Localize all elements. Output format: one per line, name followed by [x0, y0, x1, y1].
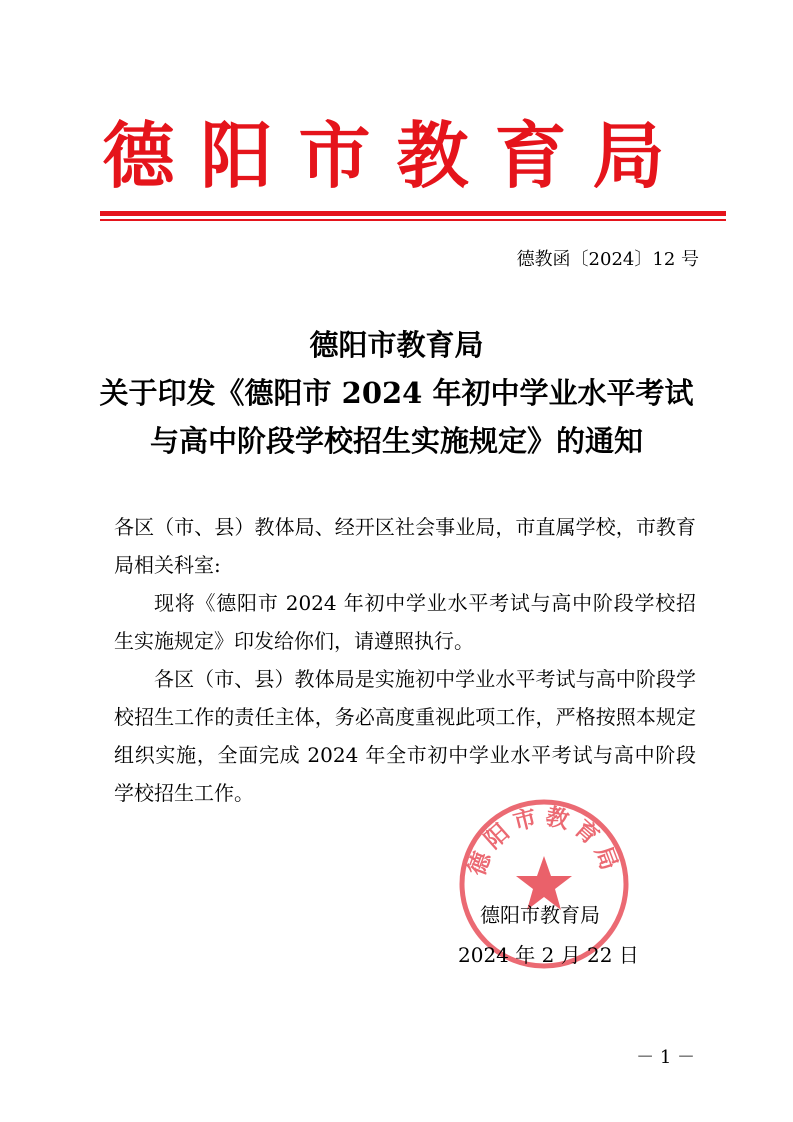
document-number: 德教函〔2024〕12 号 — [516, 249, 699, 270]
doc-title-line-1: 德阳市教育局 — [309, 328, 484, 362]
signature-issuer: 德阳市教育局 — [480, 903, 600, 927]
seal-text: 德阳市教育局 — [463, 802, 625, 880]
signature-date: 2024 年 2 月 22 日 — [458, 943, 639, 967]
masthead-rule-thin — [100, 219, 726, 221]
paragraph-2: 各区（市、县）教体局是实施初中学业水平考试与高中阶段学校招生工作的责任主体，务必高度重视此项工作，严格按照本规定组织实施，全面完成 2024 年全市初中学业水平考试与高中阶段学校招生工作。 — [114, 667, 696, 805]
masthead-title: 德阳市教育局 — [102, 113, 691, 198]
masthead-rule-thick — [100, 211, 726, 216]
page-number: － 1 － — [636, 1047, 695, 1068]
body-text — [114, 508, 696, 812]
salutation: 各区（市、县）教体局、经开区社会事业局，市直属学校，市教育局相关科室: — [114, 515, 696, 577]
doc-title-line-3: 与高中阶段学校招生实施规定》的通知 — [149, 424, 643, 458]
doc-title-line-2: 关于印发《德阳市 2024 年初中学业水平考试 — [99, 376, 694, 410]
paragraph-1: 现将《德阳市 2024 年初中学业水平考试与高中阶段学校招生实施规定》印发给你们，请遵照执行。 — [114, 591, 696, 653]
